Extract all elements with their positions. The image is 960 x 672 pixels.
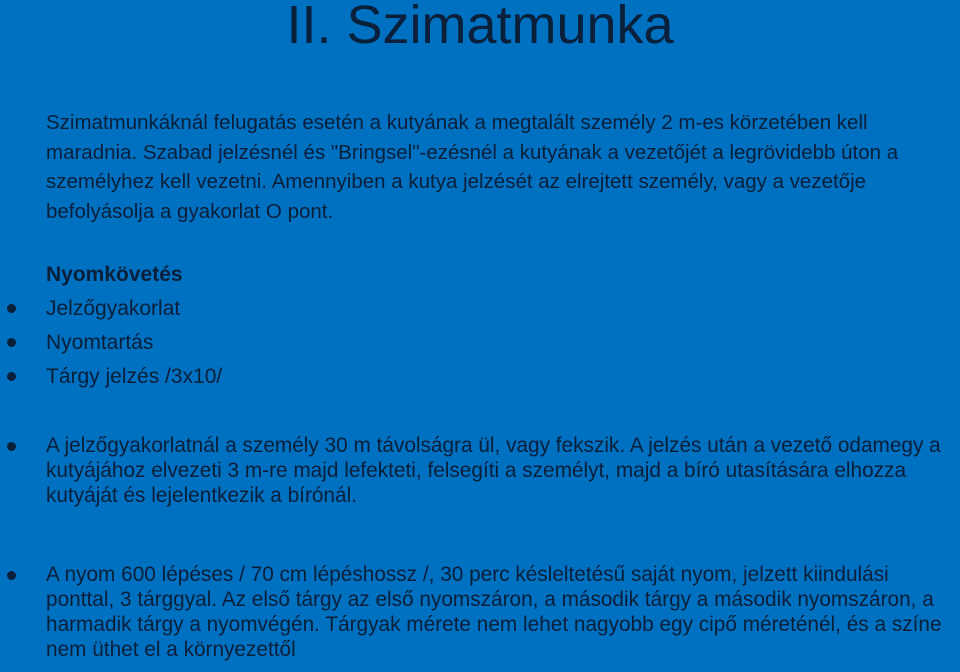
- section-heading: Nyomkövetés: [46, 263, 183, 286]
- body-paragraph: A jelzőgyakorlatnál a személy 30 m távolságra ül, vagy fekszik. A jelzés után a vezető odamegy a kutyájához elvezeti 3 m-re majd lefekteti, felsegíti a személyt, majd a bíró utasítására elhozza kutyáját és lejelentkezik a bírónál.: [46, 434, 941, 507]
- bullet-dot: [7, 571, 16, 580]
- bullet-dot: [7, 442, 16, 451]
- intro-paragraph: Szimatmunkáknál felugatás esetén a kutyának a megtalált személy 2 m-es körzetében kell maradnia. Szabad jelzésnél és "Bringsel"-ezésnél a kutyának a vezetőjét a legrövidebb úton a személyhez kell vezetni. Amennyiben a kutya jelzését az elrejtett személy, vagy a vezetője befolyásolja a gyakorlat O pont.: [46, 111, 899, 223]
- list-item: Nyomtartás: [46, 331, 154, 354]
- bullet-dot: [7, 338, 16, 347]
- bullet-dot: [7, 304, 16, 313]
- bullet-dot: [7, 372, 16, 381]
- list-item: Jelzőgyakorlat: [46, 297, 181, 320]
- body-paragraph: A nyom 600 lépéses / 70 cm lépéshossz /, 30 perc késleltetésű saját nyom, jelzett kiindulási ponttal, 3 tárggyal. Az első tárgy az első nyomszáron, a második tárgy a második nyomszáron, a harmadik tárgy a nyomvégén. Tárgyak mérete nem lehet nagyobb egy cipő méreténél, és a színe nem üthet el a környezettől: [46, 563, 942, 661]
- list-item: Tárgy jelzés /3x10/: [46, 365, 223, 388]
- slide-title: II. Szimatmunka: [286, 0, 674, 55]
